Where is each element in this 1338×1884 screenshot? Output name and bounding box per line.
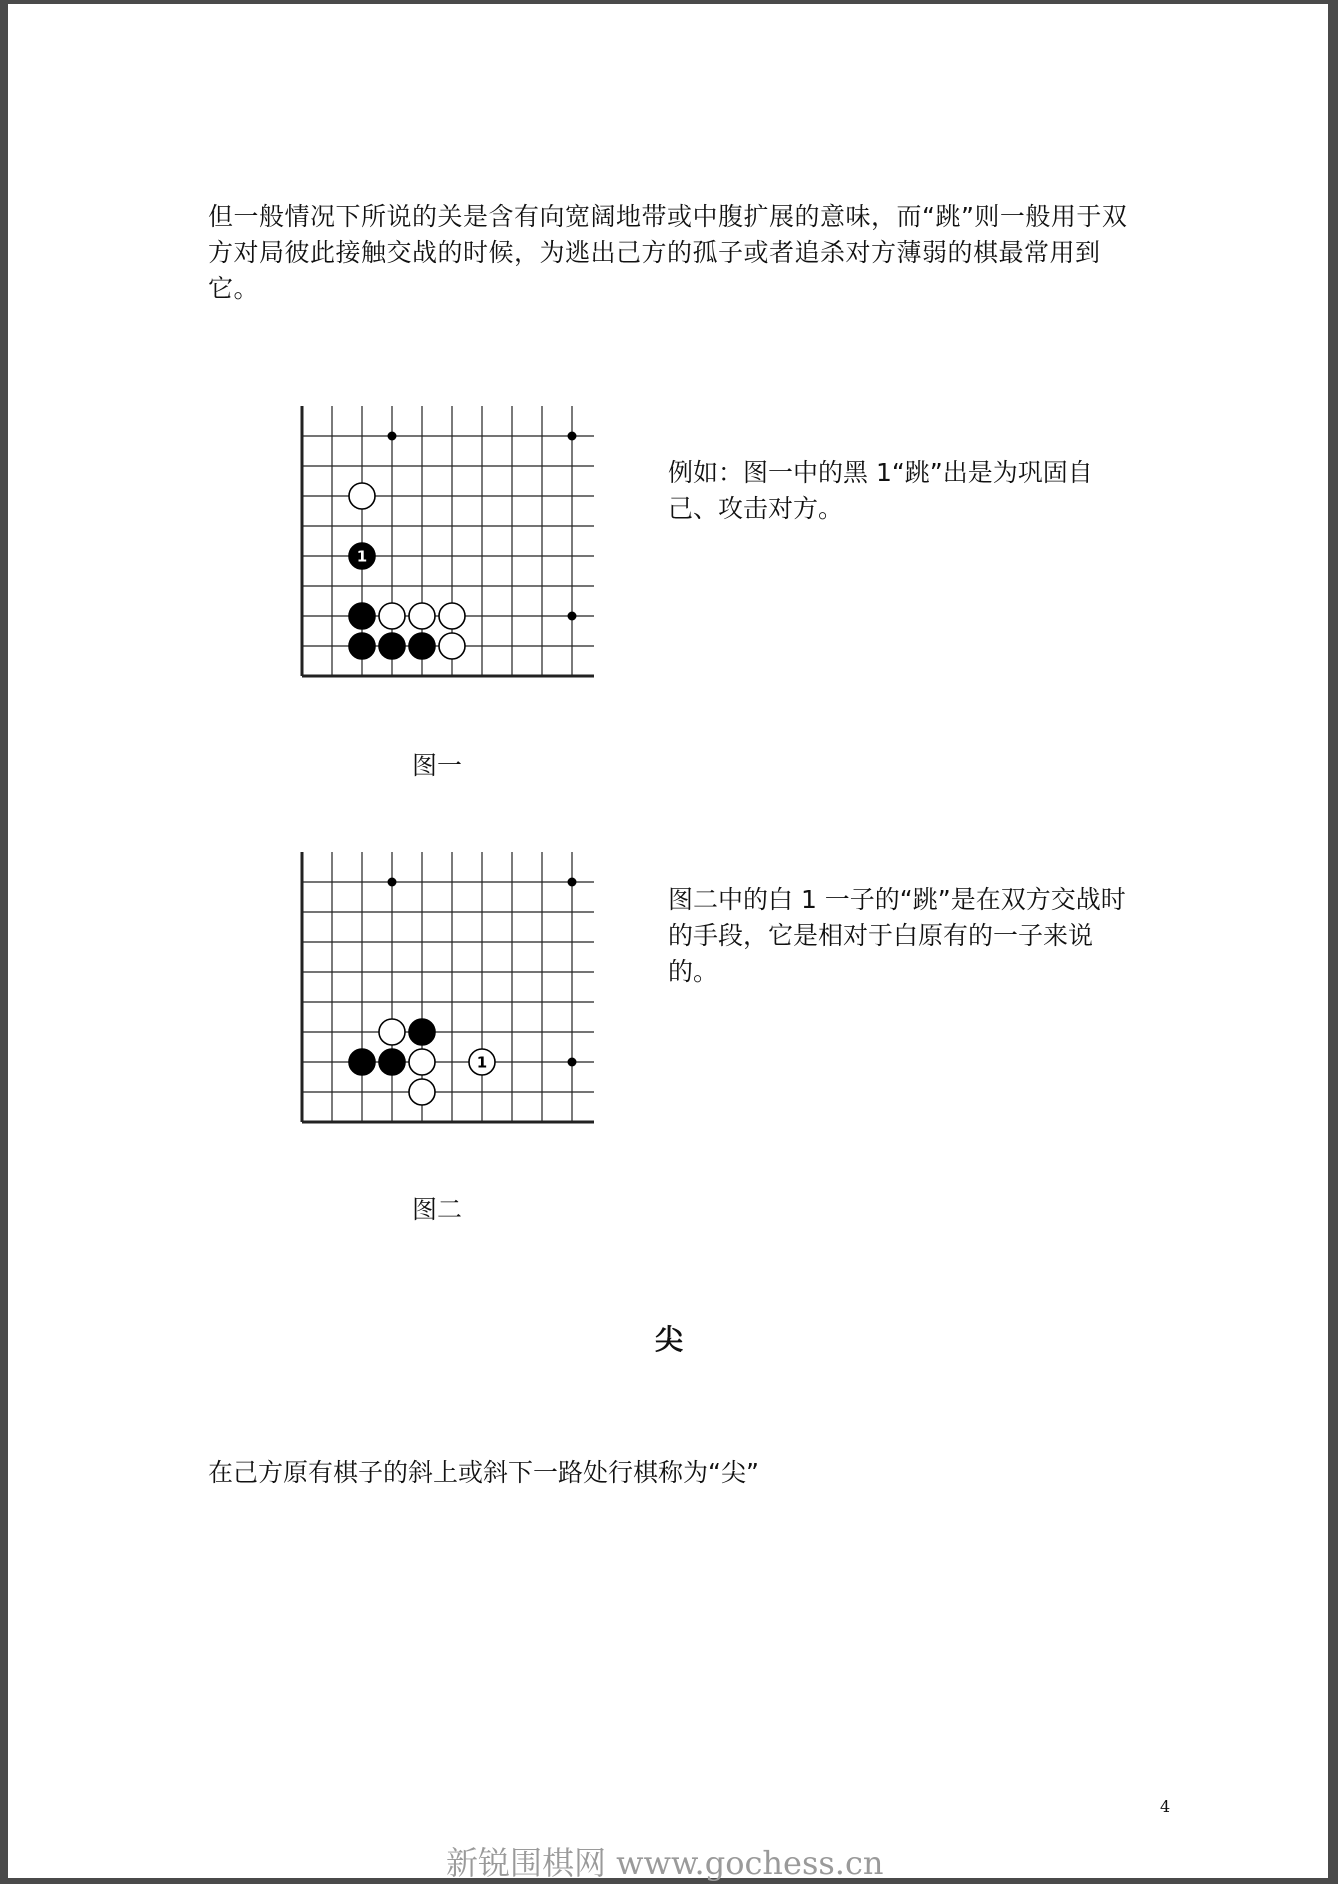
black-stone [349,1049,375,1075]
intro-paragraph: 但一般情况下所说的关是含有向宽阔地带或中腹扩展的意味，而“跳”则一般用于双方对局彼此接触交战的时候，为逃出己方的孤子或者追杀对方薄弱的棋最常用到它。 [208,202,1128,303]
star-point [568,878,577,887]
go-board-figure-2 [296,846,596,1146]
black-stone [379,633,405,659]
move-number-label: 1 [476,1053,488,1072]
white-stone [439,633,465,659]
section-title: 尖 [655,1323,684,1356]
white-stone [349,483,375,509]
white-stone [379,1019,405,1045]
black-stone [349,603,375,629]
figure-2-caption: 图二 [412,1195,463,1224]
star-point [568,1058,577,1067]
white-stone [439,603,465,629]
star-point [568,432,577,441]
go-board-figure-1 [296,400,596,700]
figure-2-description: 图二中的白 1 一子的“跳”是在双方交战时的手段，它是相对于白原有的一子来说的。 [668,885,1126,986]
star-point [568,612,577,621]
black-stone [409,1019,435,1045]
site-watermark: 新锐围棋网 www.gochess.cn [446,1844,884,1882]
white-stone [379,603,405,629]
black-stone [379,1049,405,1075]
section-definition: 在己方原有棋子的斜上或斜下一路处行棋称为“尖” [208,1458,759,1487]
black-stone [349,633,375,659]
move-number-label: 1 [356,547,368,566]
figure-1-caption: 图一 [412,751,463,780]
star-point [388,878,397,887]
star-point [388,432,397,441]
black-stone [409,633,435,659]
white-stone [409,1049,435,1075]
page-number: 4 [1160,1797,1171,1816]
white-stone [409,603,435,629]
figure-1-description: 例如：图一中的黑 1“跳”出是为巩固自己、攻击对方。 [668,458,1093,523]
white-stone [409,1079,435,1105]
